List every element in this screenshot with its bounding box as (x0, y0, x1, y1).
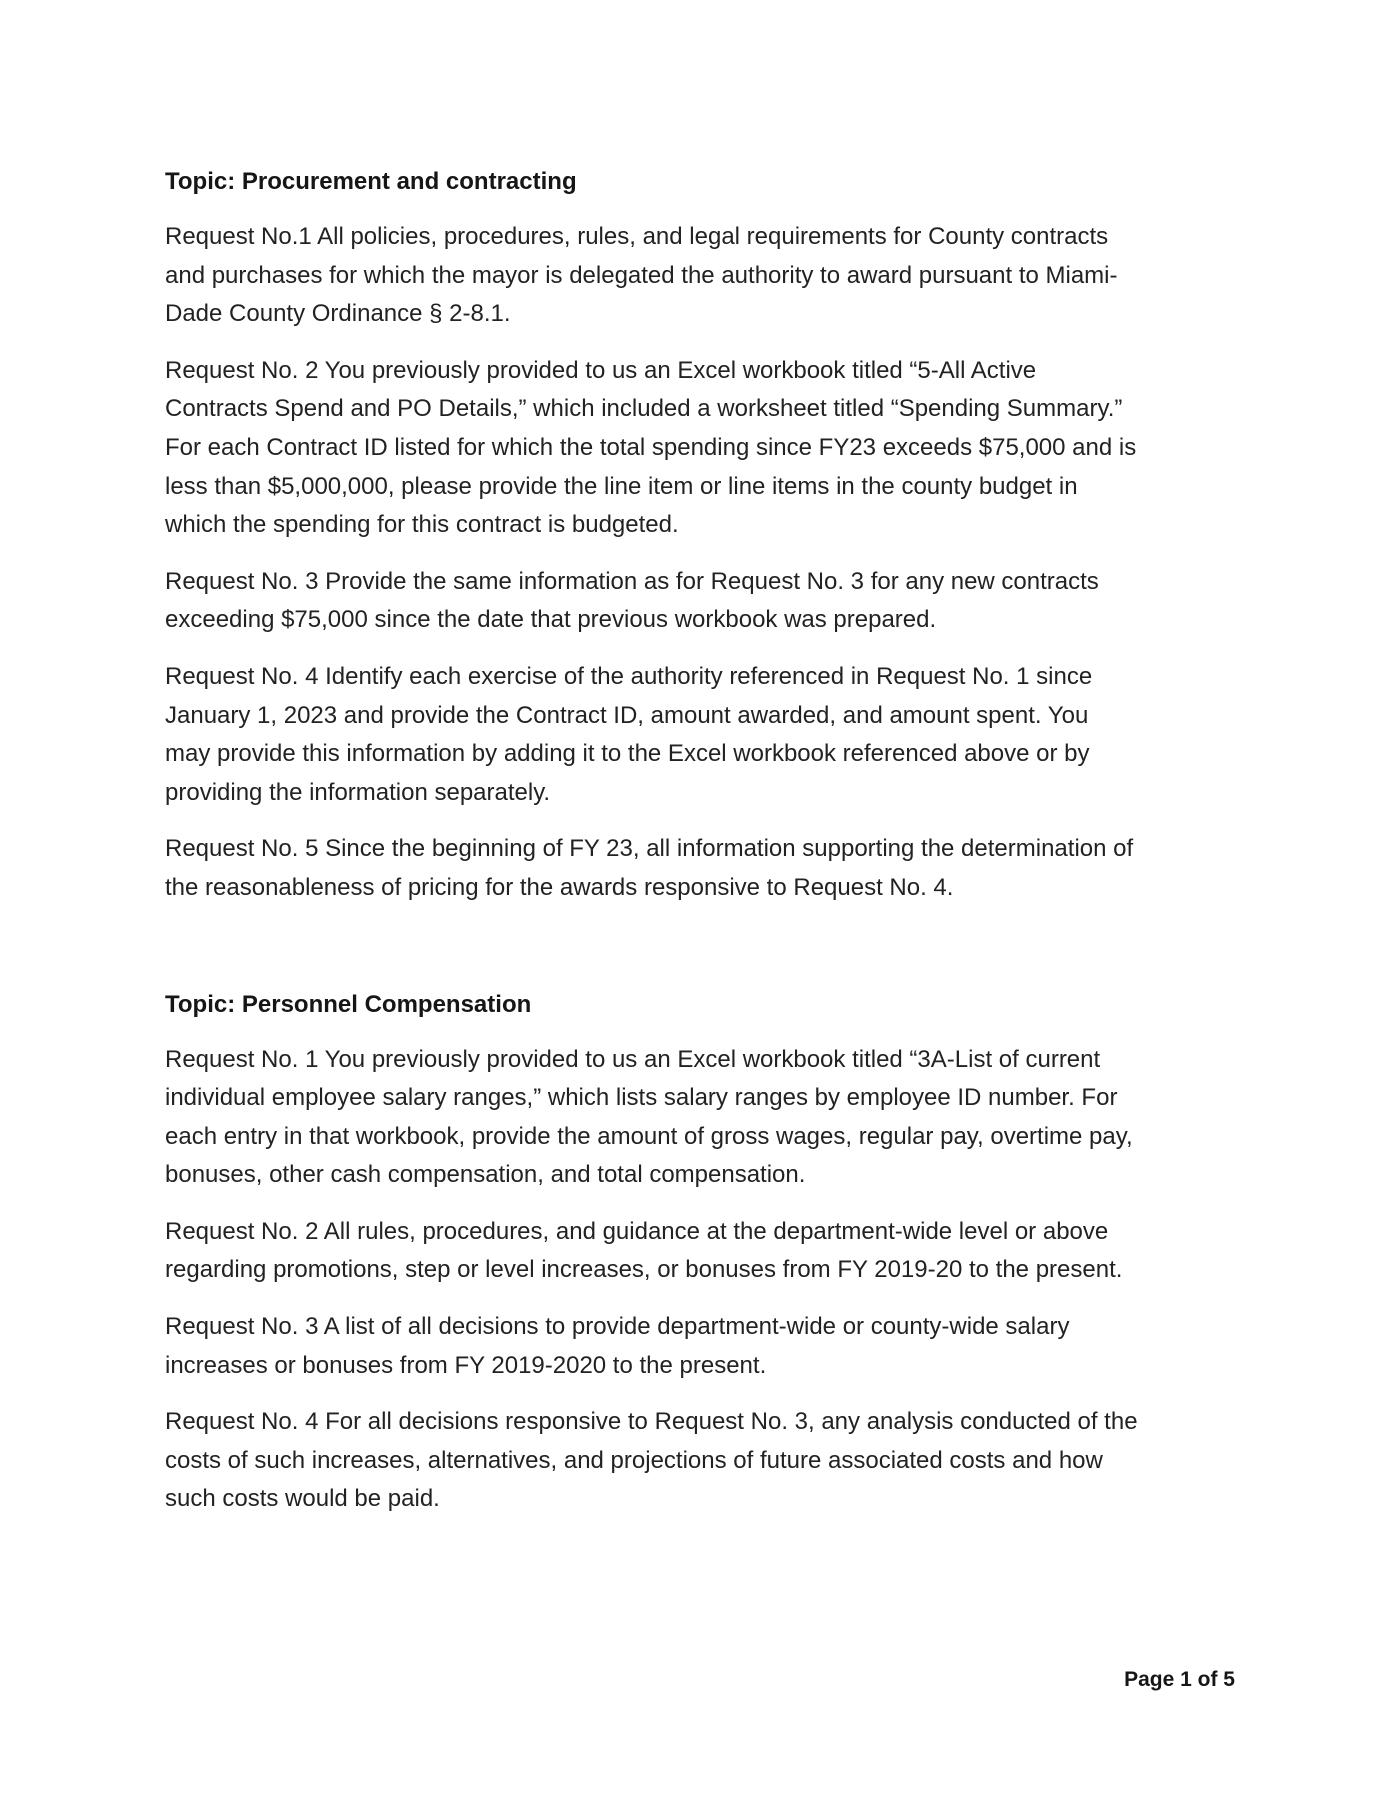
request-paragraph: Request No. 4 For all decisions responsive to Request No. 3, any analysis conducted of the costs of such increases, alternatives, and projections of future associated costs and how such costs would be paid. (165, 1408, 1138, 1513)
request-paragraph: Request No. 3 Provide the same information as for Request No. 3 for any new contracts exceeding $75,000 since the date that previous workbook was prepared. (165, 567, 1099, 634)
request-paragraph: Request No. 1 You previously provided to us an Excel workbook titled “3A-List of current individual employee salary ranges,” which lists salary ranges by employee ID number. For each entry in that workbook, provide the amount of gross wages, regular pay, overtime pay, bonuses, other cash compensation, and total compensation. (165, 1045, 1133, 1189)
section-title: Topic: Procurement and contracting (165, 168, 577, 195)
request-paragraph: Request No. 2 All rules, procedures, and guidance at the department-wide level or above regarding promotions, step or level increases, or bonuses from FY 2019-20 to the present. (165, 1217, 1123, 1284)
section-procurement (165, 163, 1245, 908)
section-title: Topic: Personnel Compensation (165, 990, 532, 1018)
request-paragraph: Request No.1 All policies, procedures, rules, and legal requirements for County contracts and purchases for which the mayor is delegated the authority to award pursuant to Miami- Dade County Ordinance § 2-8.1. (165, 223, 1118, 328)
page-number: Page 1 of 5 (1124, 1668, 1235, 1691)
section-personnel-compensation (165, 986, 1245, 1520)
request-paragraph: Request No. 5 Since the beginning of FY 23, all information supporting the determination of the reasonableness of pricing for the awards responsive to Request No. 4. (165, 835, 1134, 901)
request-paragraph: Request No. 2 You previously provided to us an Excel workbook titled “5-All Active Contracts Spend and PO Details,” which included a worksheet titled “Spending Summary.” For each Contract ID listed for which the total spending since FY23 exceeds $75,000 and is less than $5,000,000, please provide the line item or line items in the county budget in which the spending for this contract is budgeted. (165, 356, 1137, 539)
request-paragraph: Request No. 4 Identify each exercise of the authority referenced in Request No. 1 since January 1, 2023 and provide the Contract ID, amount awarded, and amount spent. You may provide this information by adding it to the Excel workbook referenced above or by providing the information separately. (165, 662, 1093, 806)
document-body (165, 163, 1245, 1537)
request-paragraph: Request No. 3 A list of all decisions to provide department-wide or county-wide salary increases or bonuses from FY 2019-2020 to the present. (165, 1313, 1070, 1379)
